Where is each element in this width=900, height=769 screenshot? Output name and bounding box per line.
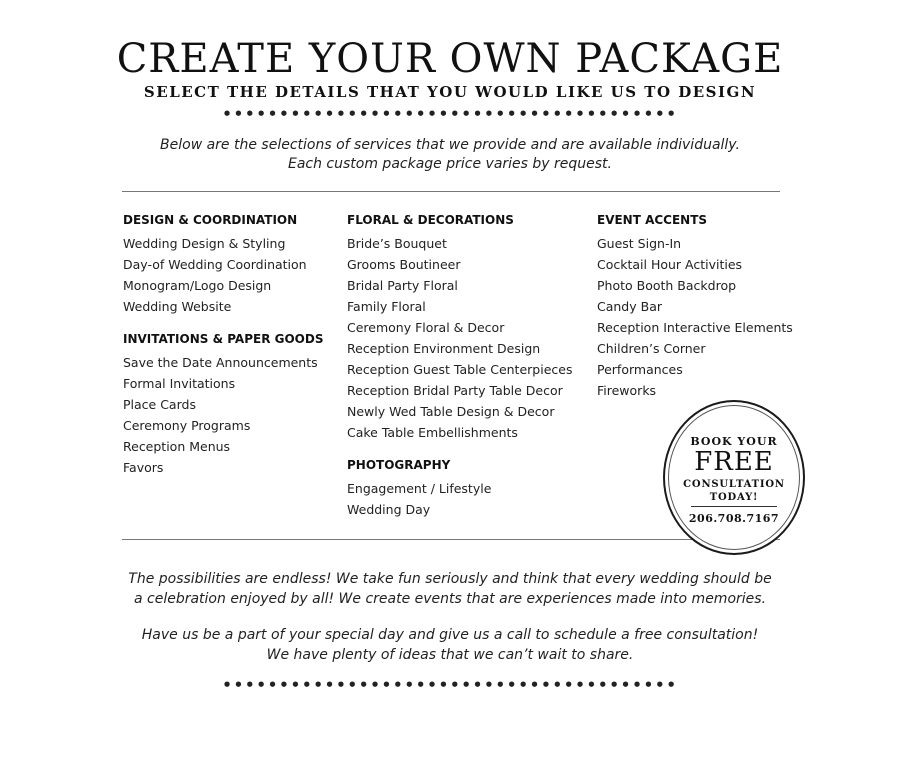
free-consultation-badge[interactable] xyxy=(663,400,805,555)
service-item: Candy Bar xyxy=(597,299,662,314)
service-item: Wedding Website xyxy=(123,299,232,314)
service-item: Ceremony Programs xyxy=(123,418,251,433)
badge-phone-number[interactable]: 206.708.7167 xyxy=(688,512,780,525)
service-item: Favors xyxy=(123,460,164,475)
service-item: Ceremony Floral & Decor xyxy=(347,320,505,335)
badge-line-book-your: BOOK YOUR xyxy=(690,435,778,448)
service-item: Reception Environment Design xyxy=(347,341,541,356)
closing-p1-line-1: The possibilities are endless! We take fun seriously and think that every wedding should be xyxy=(128,571,772,587)
service-item: Cocktail Hour Activities xyxy=(597,257,743,272)
service-item: Cake Table Embellishments xyxy=(347,425,518,440)
service-item: Performances xyxy=(597,362,683,377)
badge-today-text: TODAY! xyxy=(709,492,759,503)
service-item: Reception Interactive Elements xyxy=(597,320,793,335)
section-heading-event-accents: EVENT ACCENTS xyxy=(597,213,708,227)
closing-p2-line-2: We have plenty of ideas that we can’t wait to share. xyxy=(266,646,634,663)
badge-consultation-text: CONSULTATION xyxy=(683,479,785,490)
service-item: Save the Date Announcements xyxy=(123,355,318,370)
page-subtitle: SELECT THE DETAILS THAT YOU WOULD LIKE US TO DESIGN xyxy=(143,83,757,101)
page-title: CREATE YOUR OWN PACKAGE xyxy=(116,36,784,82)
closing-p1-line-2: a celebration enjoyed by all! We create events that are experiences made into memories. xyxy=(133,590,767,607)
service-item: Day-of Wedding Coordination xyxy=(123,257,307,272)
intro-line-2: Each custom package price varies by request. xyxy=(287,156,612,172)
dotted-divider-bottom: •••••••••••••••••••••••••••••••••••••••• xyxy=(222,676,678,694)
service-item: Newly Wed Table Design & Decor xyxy=(347,404,555,419)
section-heading-design-coordination: DESIGN & COORDINATION xyxy=(123,213,298,227)
service-item: Grooms Boutineer xyxy=(347,257,461,272)
horizontal-rule-top xyxy=(122,191,780,192)
section-heading-invitations-paper-goods: INVITATIONS & PAPER GOODS xyxy=(123,332,324,346)
badge-line-free: FREE xyxy=(694,447,774,477)
services-column-2 xyxy=(347,212,587,520)
services-column-1 xyxy=(123,212,338,478)
closing-paragraph-1 xyxy=(0,570,900,609)
closing-paragraph-2 xyxy=(0,626,900,665)
service-item: Children’s Corner xyxy=(597,341,706,356)
services-column-3 xyxy=(597,212,817,401)
service-item: Bride’s Bouquet xyxy=(347,236,447,251)
intro-line-1: Below are the selections of services that we provide and are available individually. xyxy=(160,137,740,153)
service-item: Engagement / Lifestyle xyxy=(347,481,492,496)
badge-line-consultation xyxy=(665,478,803,504)
service-item: Place Cards xyxy=(123,397,196,412)
service-item: Reception Bridal Party Table Decor xyxy=(347,383,563,398)
service-item: Family Floral xyxy=(347,299,426,314)
intro-text xyxy=(0,136,900,174)
badge-divider xyxy=(691,506,777,507)
service-item: Guest Sign-In xyxy=(597,236,682,251)
service-item: Bridal Party Floral xyxy=(347,278,458,293)
dotted-divider-top: •••••••••••••••••••••••••••••••••••••••• xyxy=(222,105,678,123)
service-item: Reception Menus xyxy=(123,439,231,454)
horizontal-rule-bottom xyxy=(122,539,780,540)
service-item: Monogram/Logo Design xyxy=(123,278,272,293)
service-item: Wedding Design & Styling xyxy=(123,236,286,251)
section-heading-floral-decorations: FLORAL & DECORATIONS xyxy=(347,213,514,227)
service-item: Fireworks xyxy=(597,383,657,398)
service-item: Photo Booth Backdrop xyxy=(597,278,737,293)
section-heading-photography: PHOTOGRAPHY xyxy=(347,458,451,472)
closing-p2-line-1: Have us be a part of your special day and give us a call to schedule a free consultation! xyxy=(141,627,759,643)
service-item: Reception Guest Table Centerpieces xyxy=(347,362,573,377)
service-item: Wedding Day xyxy=(347,502,431,517)
service-item: Formal Invitations xyxy=(123,376,236,391)
